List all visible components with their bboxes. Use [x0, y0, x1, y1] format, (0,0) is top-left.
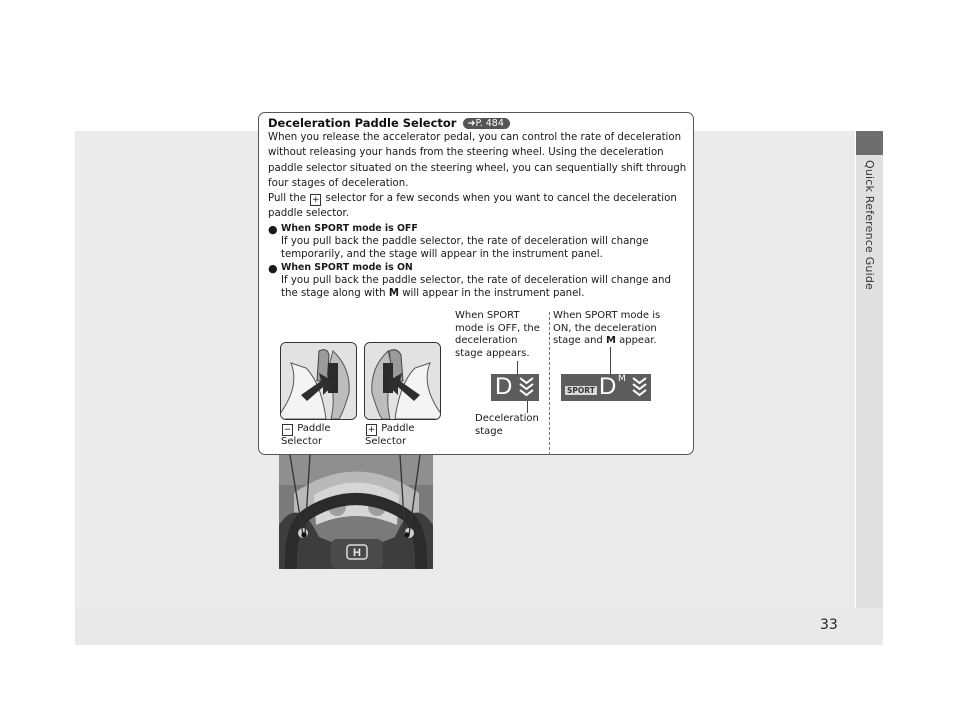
bullet-heading: When SPORT mode is ON	[281, 261, 413, 273]
minus-key-icon: −	[283, 425, 292, 435]
bullet-text-bold: M	[388, 287, 399, 299]
svg-text:H: H	[353, 547, 361, 559]
deceleration-stage-label	[475, 413, 539, 438]
dashed-divider	[549, 312, 550, 455]
callout-box	[258, 112, 694, 455]
bullet-sport-off	[268, 222, 688, 261]
display-gear-letter: D	[599, 373, 617, 400]
sport-off-caption-line3: deceleration	[455, 335, 518, 346]
deceleration-chevrons-icon	[631, 376, 648, 398]
plus-key-icon: +	[367, 425, 376, 435]
sport-off-pointer	[517, 361, 518, 374]
sport-on-caption-line1: When SPORT mode is	[553, 310, 661, 321]
bullet-text-after: will appear in the instrument panel.	[402, 287, 585, 299]
sport-off-caption-line1: When SPORT	[455, 310, 520, 321]
plus-paddle-label-line1: Paddle	[381, 423, 415, 434]
bullet-text	[281, 274, 688, 300]
deceleration-stage-label-line1: Deceleration	[475, 413, 539, 424]
callout-title-text: Deceleration Paddle Selector	[268, 116, 457, 130]
page-number: 33	[820, 617, 838, 633]
sport-on-caption	[553, 310, 660, 348]
page-reference-link[interactable]: ➜P. 484	[463, 118, 509, 129]
minus-paddle-label-line1: Paddle	[297, 423, 331, 434]
plus-paddle-label	[365, 423, 415, 449]
callout-title	[268, 116, 510, 130]
minus-paddle-label	[281, 423, 331, 449]
page-reference-text: P. 484	[475, 118, 504, 129]
sport-off-caption-line4: stage appears.	[455, 347, 530, 359]
sport-on-caption-line3-after: appear.	[619, 335, 657, 346]
sport-off-caption-line2: mode is OFF, the	[455, 322, 540, 334]
sport-on-caption-line3-before: stage and	[553, 335, 603, 346]
display-sport-badge: SPORT	[567, 386, 595, 395]
bullet-sport-on	[268, 261, 688, 300]
display-gear-letter: D	[495, 373, 513, 400]
display-sport-on	[561, 374, 651, 401]
cancel-text-after: selector for a few seconds when you want to cancel the deceleration paddle selector.	[268, 193, 677, 220]
display-m-indicator: M	[618, 374, 626, 384]
plus-paddle-image	[364, 342, 441, 420]
display-sport-off	[491, 374, 539, 401]
plus-paddle-label-line2: Selector	[365, 436, 407, 447]
cancel-paragraph	[268, 191, 688, 222]
bullet-dot-icon: ●	[268, 222, 278, 236]
deceleration-chevrons-icon	[518, 376, 535, 398]
sport-on-caption-line3-bold: M	[605, 335, 616, 346]
hand-pulling-plus-paddle-icon	[365, 343, 440, 419]
minus-paddle-label-line2: Selector	[281, 436, 323, 447]
sport-on-pointer	[610, 347, 611, 374]
cancel-text-before: Pull the	[268, 193, 307, 205]
sport-off-caption	[455, 310, 540, 360]
hand-pulling-minus-paddle-icon	[281, 343, 356, 419]
deceleration-stage-label-line2: stage	[475, 425, 503, 437]
plus-key-icon: +	[312, 195, 320, 206]
bullet-text: If you pull back the paddle selector, the rate of deceleration will change temporarily, and the stage will appear in the instrument panel.	[281, 235, 649, 260]
side-tab-label-text: Quick Reference Guide	[863, 160, 876, 290]
callout-body	[268, 130, 688, 300]
bullet-heading: When SPORT mode is OFF	[281, 222, 418, 234]
bullet-dot-icon: ●	[268, 261, 278, 275]
sport-on-caption-line2: ON, the deceleration	[553, 322, 657, 334]
bullet-text-before: If you pull back the paddle selector, the rate of deceleration will change and the stage along with	[281, 274, 671, 299]
intro-paragraph: When you release the accelerator pedal, you can control the rate of deceleration without releasing your hands from the steering wheel. Using the deceleration paddle selector situated on the steering wheel, you can sequentially shift through four stages of deceleration.	[268, 132, 687, 189]
minus-paddle-image	[280, 342, 357, 420]
